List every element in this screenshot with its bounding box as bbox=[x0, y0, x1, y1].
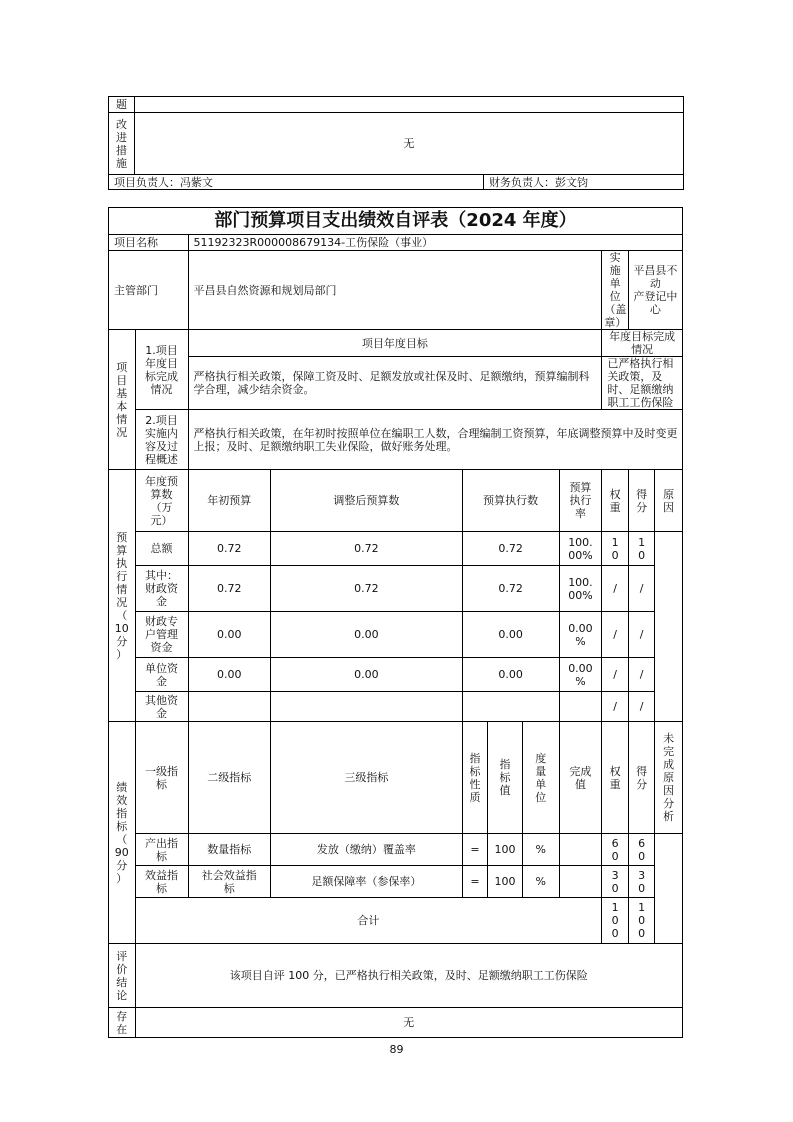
perf-header-level3: 三级指标 bbox=[271, 722, 463, 834]
issues-text: 无 bbox=[135, 1008, 683, 1038]
basic-info-label: 项 目 基 本 情 况 bbox=[109, 330, 136, 470]
department-value: 平昌县自然资源和规划局部门 bbox=[188, 251, 602, 330]
budget-row-initial: 0.00 bbox=[188, 658, 271, 692]
budget-row-executed: 0.72 bbox=[462, 566, 559, 612]
perf-header-level1: 一级指 标 bbox=[135, 722, 188, 834]
budget-row-score: / bbox=[628, 566, 655, 612]
total-score: 1 0 0 bbox=[628, 898, 655, 944]
budget-row-executed: 0.00 bbox=[462, 658, 559, 692]
evaluation-text: 该项目自评 100 分，已严格执行相关政策，及时、足额缴纳职工工伤保险 bbox=[135, 944, 683, 1008]
performance-evaluation-table bbox=[108, 207, 683, 1038]
implementation-text: 严格执行相关政策，在年初时按照单位在编职工人数，合理编制工资预算，年底调整预算中及时变更上报；及时、足额缴纳职工失业保险，做好账务处理。 bbox=[188, 410, 683, 470]
budget-row-executed: 0.72 bbox=[462, 532, 559, 566]
perf-row-level3: 足额保障率（参保率） bbox=[271, 866, 463, 898]
budget-row-adjusted: 0.00 bbox=[271, 612, 463, 658]
perf-header-value: 指 标 值 bbox=[488, 722, 523, 834]
issues-label: 存 在 bbox=[109, 1008, 136, 1038]
perf-row-level1: 产出指 标 bbox=[135, 834, 188, 866]
budget-row-label: 其他资 金 bbox=[135, 692, 188, 722]
evaluation-label: 评 价 结 论 bbox=[109, 944, 136, 1008]
budget-row-label: 总额 bbox=[135, 532, 188, 566]
perf-row-nature: = bbox=[462, 834, 487, 866]
perf-row-level1: 效益指 标 bbox=[135, 866, 188, 898]
goal-text: 严格执行相关政策，保障工资及时、足额发放或社保及时、足额缴纳，预算编制科学合理，减少结余资金。 bbox=[188, 357, 602, 410]
perf-header-nature: 指 标 性 质 bbox=[462, 722, 487, 834]
perf-row-weight: 3 0 bbox=[602, 866, 629, 898]
budget-row-weight: / bbox=[602, 612, 629, 658]
goal-done-header: 年度目标完成情况 bbox=[602, 330, 683, 357]
perf-reason-cell bbox=[655, 834, 683, 944]
page-number: 89 bbox=[389, 1043, 404, 1056]
perf-row-nature: = bbox=[462, 866, 487, 898]
perf-row-done bbox=[559, 866, 602, 898]
perf-row-value: 100 bbox=[488, 866, 523, 898]
budget-header-executed: 预算执行数 bbox=[462, 470, 559, 532]
implementing-unit-value: 平昌县不动 产登记中心 bbox=[628, 251, 682, 330]
budget-row-initial: 0.00 bbox=[188, 612, 271, 658]
budget-row-label: 财政专 户管理 资金 bbox=[135, 612, 188, 658]
problem-label: 题 bbox=[109, 97, 135, 113]
budget-header-reason: 原 因 bbox=[655, 470, 683, 532]
perf-row-level2: 数量指标 bbox=[188, 834, 271, 866]
improvement-label: 改 进 措 施 bbox=[109, 113, 135, 175]
table-title: 部门预算项目支出绩效自评表（2024 年度） bbox=[109, 208, 683, 235]
budget-row-adjusted: 0.72 bbox=[271, 566, 463, 612]
budget-row-rate: 0.00 % bbox=[559, 612, 602, 658]
perf-row-score: 3 0 bbox=[628, 866, 655, 898]
budget-row-weight: 1 0 bbox=[602, 532, 629, 566]
implementing-unit-label: 实施 单位 （盖 章） bbox=[602, 251, 629, 330]
budget-row-initial bbox=[188, 692, 271, 722]
budget-row-adjusted: 0.72 bbox=[271, 532, 463, 566]
perf-header-reason: 未 完 成 原 因 分 析 bbox=[655, 722, 683, 834]
perf-header-score: 得 分 bbox=[628, 722, 655, 834]
budget-reason-cell bbox=[655, 532, 683, 722]
budget-row-weight: / bbox=[602, 692, 629, 722]
perf-row-score: 6 0 bbox=[628, 834, 655, 866]
implementation-label: 2.项目 实施内 容及过 程概述 bbox=[135, 410, 188, 470]
perf-row-unit: % bbox=[522, 834, 559, 866]
perf-header-done: 完成 值 bbox=[559, 722, 602, 834]
budget-row-rate bbox=[559, 692, 602, 722]
budget-section-label: 预 算 执 行 情 况 （ 10 分 ） bbox=[109, 470, 136, 722]
total-weight: 1 0 0 bbox=[602, 898, 629, 944]
budget-row-executed: 0.00 bbox=[462, 612, 559, 658]
budget-header-weight: 权 重 bbox=[602, 470, 629, 532]
department-label: 主管部门 bbox=[109, 251, 189, 330]
budget-row-adjusted bbox=[271, 692, 463, 722]
goal-completion-label: 1.项目 年度目 标完成 情况 bbox=[135, 330, 188, 410]
perf-row-weight: 6 0 bbox=[602, 834, 629, 866]
project-name-value: 51192323R000008679134-工伤保险（事业） bbox=[188, 235, 683, 251]
budget-row-executed bbox=[462, 692, 559, 722]
budget-row-score: / bbox=[628, 692, 655, 722]
perf-row-done bbox=[559, 834, 602, 866]
budget-row-rate: 100. 00% bbox=[559, 566, 602, 612]
improvement-value: 无 bbox=[135, 113, 684, 175]
budget-row-weight: / bbox=[602, 658, 629, 692]
goal-done-text: 已严格执行相关政策，及时、足额缴纳职工工伤保险 bbox=[602, 357, 683, 410]
perf-row-value: 100 bbox=[488, 834, 523, 866]
budget-header-year: 年度预 算数 （万 元） bbox=[135, 470, 188, 532]
problem-value bbox=[135, 97, 684, 113]
previous-table-fragment bbox=[108, 96, 684, 190]
finance-leader: 财务负责人：彭文钧 bbox=[484, 175, 684, 190]
budget-header-rate: 预算 执行 率 bbox=[559, 470, 602, 532]
budget-row-rate: 0.00 % bbox=[559, 658, 602, 692]
perf-header-unit: 度 量 单 位 bbox=[522, 722, 559, 834]
budget-header-score: 得 分 bbox=[628, 470, 655, 532]
project-name-label: 项目名称 bbox=[109, 235, 189, 251]
budget-row-initial: 0.72 bbox=[188, 532, 271, 566]
perf-section-label: 绩 效 指 标 （ 90 分 ） bbox=[109, 722, 136, 944]
budget-row-score: 1 0 bbox=[628, 532, 655, 566]
budget-row-initial: 0.72 bbox=[188, 566, 271, 612]
perf-header-level2: 二级指标 bbox=[188, 722, 271, 834]
perf-row-level3: 发放（缴纳）覆盖率 bbox=[271, 834, 463, 866]
perf-row-unit: % bbox=[522, 866, 559, 898]
project-leader: 项目负责人：冯紫文 bbox=[109, 175, 484, 190]
perf-header-weight: 权 重 bbox=[602, 722, 629, 834]
budget-row-label: 单位资 金 bbox=[135, 658, 188, 692]
budget-header-initial: 年初预算 bbox=[188, 470, 271, 532]
total-label: 合计 bbox=[135, 898, 602, 944]
budget-row-adjusted: 0.00 bbox=[271, 658, 463, 692]
budget-row-score: / bbox=[628, 612, 655, 658]
perf-row-level2: 社会效益指 标 bbox=[188, 866, 271, 898]
budget-row-label: 其中： 财政资 金 bbox=[135, 566, 188, 612]
goal-header: 项目年度目标 bbox=[188, 330, 602, 357]
budget-row-score: / bbox=[628, 658, 655, 692]
budget-row-rate: 100. 00% bbox=[559, 532, 602, 566]
budget-header-adjusted: 调整后预算数 bbox=[271, 470, 463, 532]
budget-row-weight: / bbox=[602, 566, 629, 612]
